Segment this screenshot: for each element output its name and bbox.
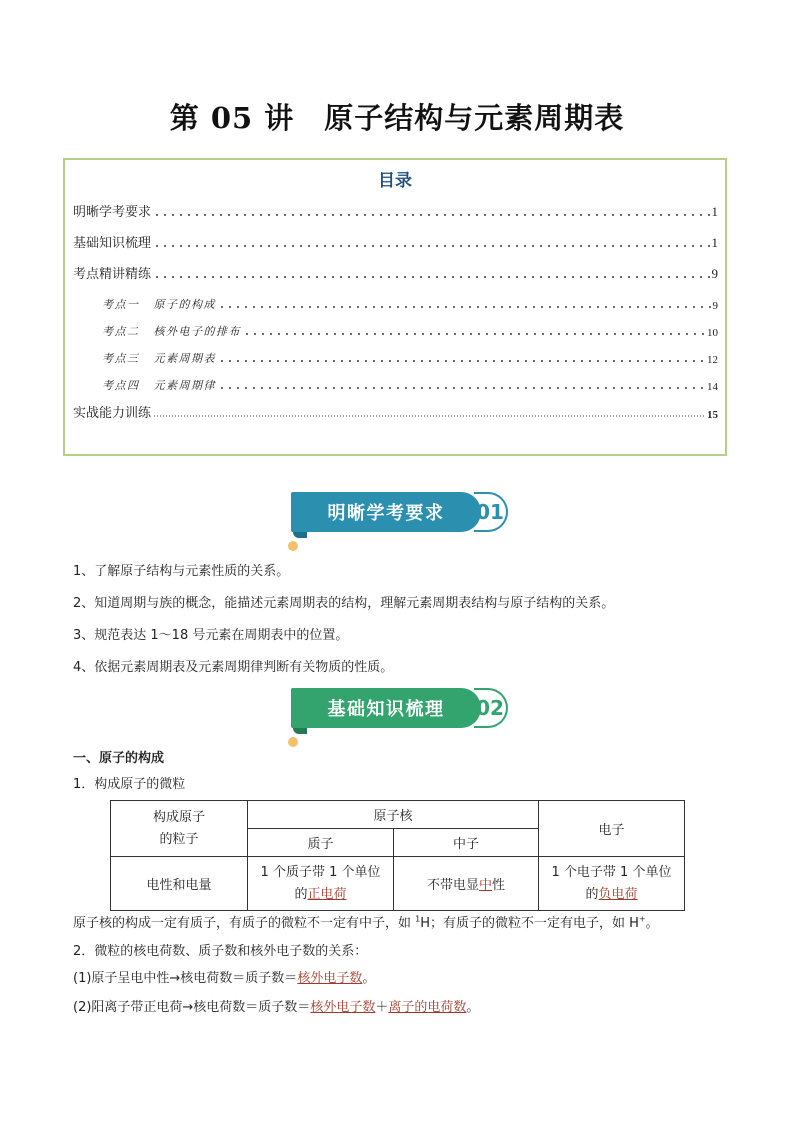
cell-electron-charge: 1 个电子带 1 个单位 的负电荷 [539, 857, 685, 911]
header-proton: 质子 [248, 829, 394, 857]
toc-item-point-3[interactable]: 考点三 元素周期表 12 [102, 352, 718, 366]
toc-item-practice[interactable]: 实战能力训练 15 [73, 406, 718, 421]
relation-atom: (1)原子呈电中性→核电荷数＝质子数＝核外电子数。 [73, 971, 376, 986]
section-heading: 一、原子的构成 [73, 751, 165, 766]
bullet-dot [288, 737, 298, 747]
page-title: 第 05 讲 原子结构与元素周期表 [169, 101, 625, 135]
header-neutron: 中子 [394, 829, 539, 857]
bullet-dot [288, 541, 298, 551]
note-nucleus: 原子核的构成一定有质子，有质子的微粒不一定有中子，如 $^1$H；有质子的微粒不一定有电子，如 H+。 [73, 914, 659, 931]
toc-item-requirements[interactable]: 明晰学考要求 1 [73, 204, 718, 220]
requirement-1: 1、了解原子结构与元素性质的关系。 [73, 564, 290, 579]
header-particle: 构成原子 的粒子 [111, 801, 248, 857]
toc-item-key-points[interactable]: 考点精讲精练 9 [73, 266, 718, 282]
toc-item-point-2[interactable]: 考点二 核外电子的排布 10 [102, 325, 718, 339]
row-label-charge: 电性和电量 [111, 857, 248, 911]
cell-proton-charge: 1 个质子带 1 个单位 的正电荷 [248, 857, 394, 911]
header-nucleus: 原子核 [248, 801, 539, 829]
subheading-particles: 1．构成原子的微粒 [73, 777, 186, 792]
header-electron: 电子 [539, 801, 685, 857]
requirement-3: 3、规范表达 1～18 号元素在周期表中的位置。 [73, 628, 349, 643]
cell-neutron-charge: 不带电显中性 [394, 857, 539, 911]
subheading-relation: 2．微粒的核电荷数、质子数和核外电子数的关系： [73, 944, 368, 959]
toc-item-knowledge[interactable]: 基础知识梳理 1 [73, 235, 718, 251]
table-of-contents [63, 158, 727, 456]
toc-item-point-4[interactable]: 考点四 元素周期律 14 [102, 379, 718, 393]
requirement-4: 4、依据元素周期表及元素周期律判断有关物质的性质。 [73, 660, 394, 675]
section-banner-requirements: 明晰学考要求 01 [288, 492, 514, 552]
requirement-2: 2、知道周期与族的概念，能描述元素周期表的结构，理解元素周期表结构与原子结构的关系。 [73, 596, 615, 611]
toc-item-point-1[interactable]: 考点一 原子的构成 9 [102, 298, 718, 312]
relation-cation: (2)阳离子带正电荷→核电荷数＝质子数＝核外电子数＋离子的电荷数。 [73, 1000, 480, 1015]
particle-table [110, 800, 685, 911]
section-banner-knowledge: 基础知识梳理 02 [288, 688, 514, 748]
toc-heading: 目录 [378, 171, 412, 191]
